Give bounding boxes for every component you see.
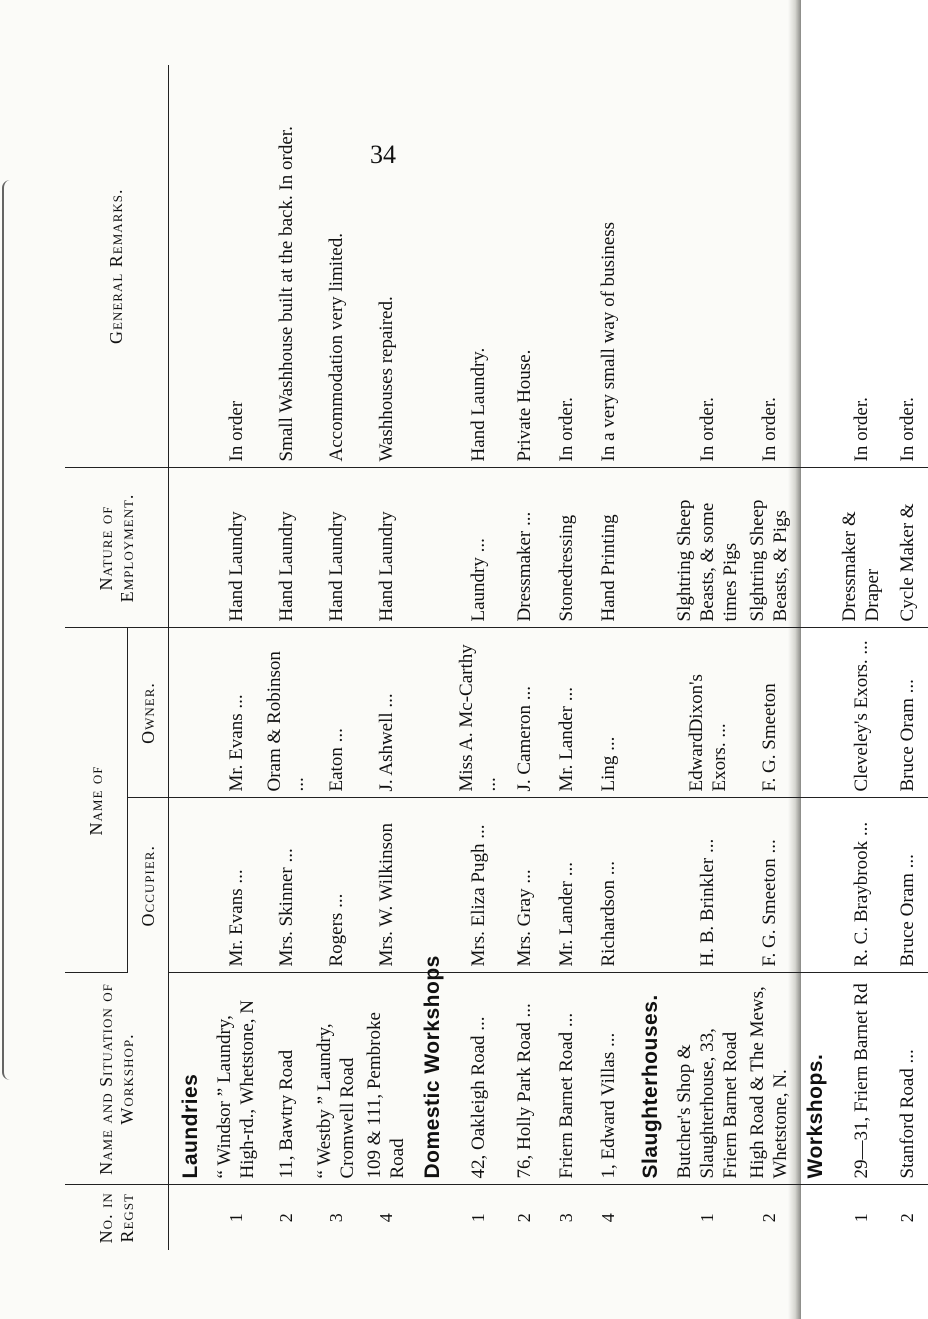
cell-nature: Hand Printing [587, 468, 629, 628]
cell-regno: 4 [375, 1213, 396, 1223]
cell-regno: 2 [275, 1213, 296, 1223]
cell-occupier: Bruce Oram ... [886, 798, 928, 973]
cell-workshop: High Road & The Mews, Whetstone, N. [744, 973, 794, 1185]
cell-occupier: Rogers ... [311, 798, 361, 973]
cell-occupier: Mrs. W. Wilkinson [361, 798, 411, 973]
table-row [836, 65, 886, 1250]
cell-remarks: In order [211, 65, 261, 468]
cell-remarks: In a very small way of business [587, 65, 629, 468]
cell-workshop: Stanford Road ... [886, 973, 928, 1185]
cell-occupier: R. C. Braybrook ... [836, 798, 886, 973]
cell-occupier: Mrs. Eliza Pugh ... [453, 798, 503, 973]
cell-occupier: Mrs. Skinner ... [261, 798, 311, 973]
cell-owner: Oram & Robinson ... [261, 628, 311, 798]
cell-regno: 1 [467, 1213, 488, 1223]
section-slaughterhouses: Slaughterhouses. [629, 973, 671, 1185]
table-row [503, 65, 545, 1250]
cell-regno: 2 [896, 1213, 917, 1223]
cell-remarks: Private House. [503, 65, 545, 468]
cell-workshop: 11, Bawtry Road [261, 973, 311, 1185]
cell-workshop: Butcher's Shop & Slaughterhouse, 33, Friern Barnet Road [671, 973, 744, 1185]
table-row [453, 65, 503, 1250]
cell-owner: Mr. Lander ... [545, 628, 587, 798]
cell-owner: Miss A. Mc-Carthy ... [453, 628, 503, 798]
cell-nature: Slghtring Sheep Beasts, & Pigs [744, 468, 794, 628]
cell-regno: 1 [697, 1213, 717, 1223]
cell-workshop: 109 & 111, Pembroke Road [361, 973, 411, 1185]
table-row [311, 65, 361, 1250]
header-workshop: Name and Situation of Workshop. [65, 973, 169, 1185]
table-row [671, 65, 744, 1250]
cell-remarks: Small Washhouse built at the back. In order. [261, 65, 311, 468]
cell-occupier: Richardson ... [587, 798, 629, 973]
header-owner: Owner. [128, 628, 169, 798]
cell-workshop: 29—31, Friern Barnet Rd [836, 973, 886, 1185]
header-occupier: Occupier. [128, 798, 169, 973]
cell-regno: 2 [513, 1213, 534, 1223]
header-nature: Nature of Employment. [65, 468, 169, 628]
cell-workshop: “ Westby ” Laundry, Cromwell Road [311, 973, 361, 1185]
cell-occupier: Mr. Lander ... [545, 798, 587, 973]
cell-occupier: F. G. Smeeton ... [744, 798, 794, 973]
cell-owner: Ling ... [587, 628, 629, 798]
cell-workshop: “ Windsor ” Laundry, High-rd., Whetstone, N [211, 973, 261, 1185]
header-no-in-regst: No. in Regst [65, 1185, 169, 1250]
table-row [261, 65, 311, 1250]
cell-nature: Slghtring Sheep Beasts, & some times Pigs [671, 468, 744, 628]
table-row [744, 65, 794, 1250]
table-row [361, 65, 411, 1250]
cell-nature: Dressmaker & Draper [836, 468, 886, 628]
table-row [211, 65, 261, 1250]
table-row [886, 65, 928, 1250]
register-table [65, 65, 928, 1250]
cell-nature: Hand Laundry [361, 468, 411, 628]
cell-regno: 4 [597, 1213, 618, 1223]
cell-nature: Hand Laundry [211, 468, 261, 628]
cell-occupier: Mrs. Gray ... [503, 798, 545, 973]
table-row [545, 65, 587, 1250]
cell-remarks: In order. [545, 65, 587, 468]
cell-remarks: In order. [744, 65, 794, 468]
cell-owner: Bruce Oram ... [886, 628, 928, 798]
cell-regno: 3 [555, 1213, 576, 1223]
cell-nature: Dressmaker ... [503, 468, 545, 628]
cell-owner: Eaton ... [311, 628, 361, 798]
header-name-of: Name of [65, 628, 128, 973]
cell-remarks: In order. [671, 65, 744, 468]
cell-remarks: Washhouses repaired. [361, 65, 411, 468]
section-row-domestic [411, 65, 453, 1250]
cell-workshop: Friern Barnet Road ... [545, 973, 587, 1185]
cell-nature: Hand Laundry [311, 468, 361, 628]
cell-nature: Hand Laundry [261, 468, 311, 628]
cell-owner: J. Cameron ... [503, 628, 545, 798]
section-row-slaughterhouses [629, 65, 671, 1250]
binding-edge [2, 180, 18, 1080]
cell-regno: 2 [758, 1213, 779, 1223]
cell-owner: Mr. Evans ... [211, 628, 261, 798]
cell-remarks: In order. [886, 65, 928, 468]
header-remarks: General Remarks. [65, 65, 169, 468]
cell-occupier: H. B. Brinkler ... [671, 798, 744, 973]
section-row-laundries [169, 65, 212, 1250]
page-number: 34 [370, 140, 396, 169]
section-row-workshops [794, 65, 836, 1250]
cell-nature: Cycle Maker & [886, 468, 928, 628]
cell-owner: F. G. Smeeton [744, 628, 794, 798]
cell-regno: 1 [850, 1213, 871, 1223]
cell-workshop: 1, Edward Villas ... [587, 973, 629, 1185]
cell-nature: Stonedressing [545, 468, 587, 628]
cell-owner: Cleveley's Exors. ... [836, 628, 886, 798]
cell-occupier: Mr. Evans ... [211, 798, 261, 973]
table-row [587, 65, 629, 1250]
cell-workshop: 76, Holly Park Road ... [503, 973, 545, 1185]
cell-nature: Laundry ... [453, 468, 503, 628]
cell-regno: 3 [325, 1213, 346, 1223]
cell-owner: EdwardDixon's Exors. ... [671, 628, 744, 798]
cell-remarks: Hand Laundry. [453, 65, 503, 468]
section-laundries: Laundries [169, 973, 212, 1185]
cell-remarks: In order. [836, 65, 886, 468]
cell-regno: 1 [225, 1213, 246, 1223]
cell-remarks: Accommodation very limited. [311, 65, 361, 468]
cell-owner: J. Ashwell ... [361, 628, 411, 798]
register-table-rotated [65, 65, 918, 1250]
section-domestic-workshops: Domestic Workshops [411, 973, 453, 1185]
cell-workshop: 42, Oakleigh Road ... [453, 973, 503, 1185]
section-workshops: Workshops. [794, 973, 836, 1185]
